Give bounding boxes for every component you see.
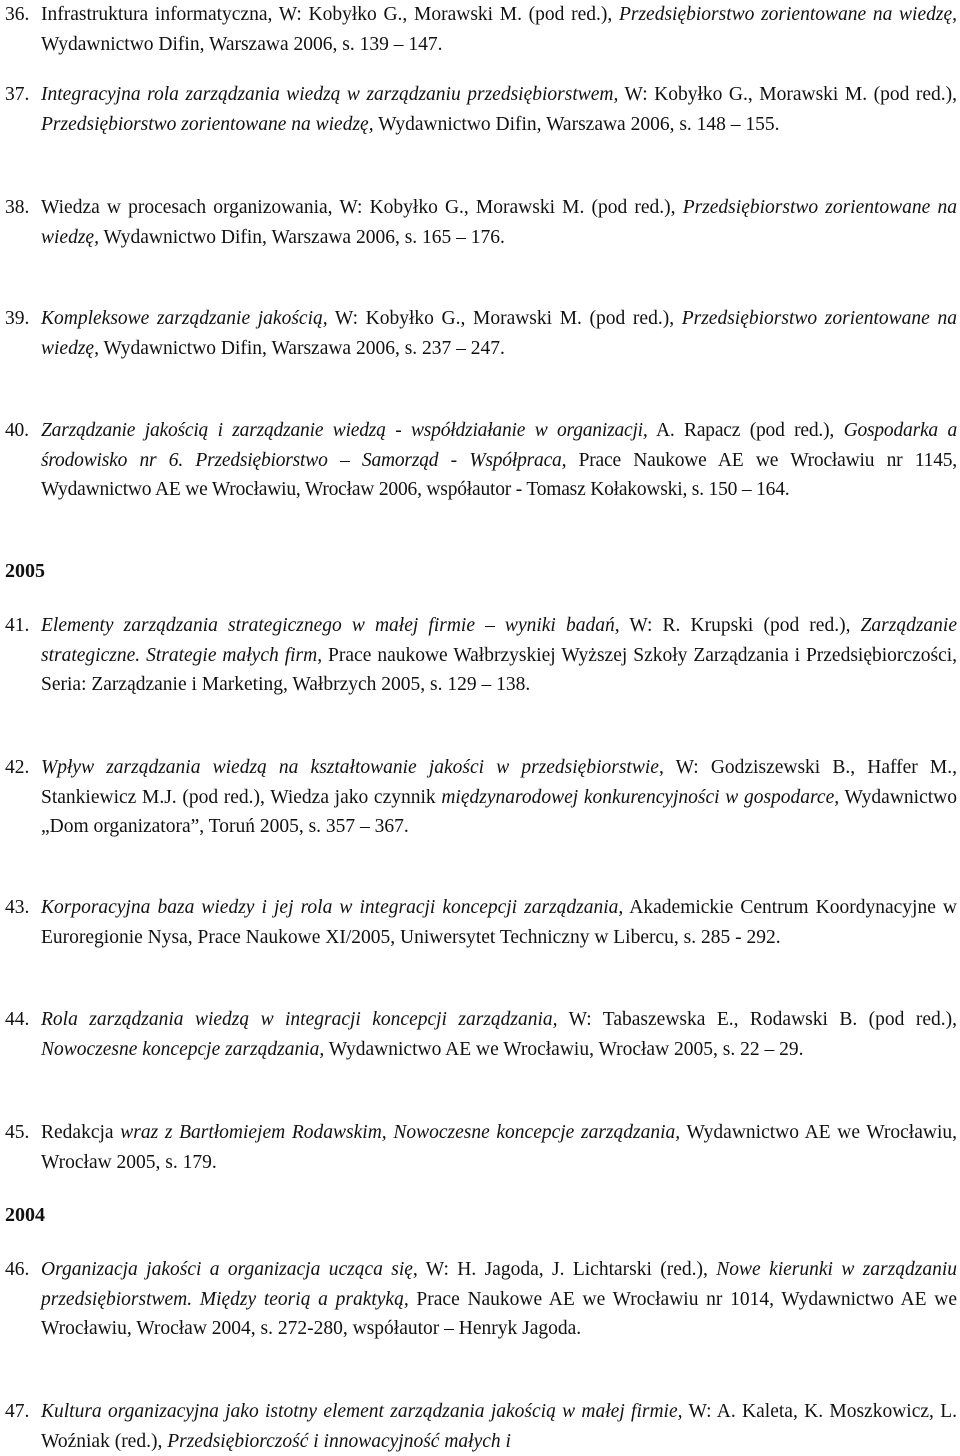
year-heading-2005: 2005 bbox=[5, 560, 45, 582]
entry-text: Wydawnictwo Difin, Warszawa 2006, s. 237 – 247. bbox=[98, 337, 505, 359]
entry-text: Wydawnictwo Difin, Warszawa 2006, s. 165 – 176. bbox=[98, 226, 505, 248]
entry-title-italic: Integracyjna rola zarządzania wiedzą w zarządzaniu przedsiębiorstwem, bbox=[41, 84, 619, 105]
entry-text: Wydawnictwo AE we Wrocławiu, Wrocław 2005, s. 22 – 29. bbox=[324, 1038, 804, 1060]
entry-text: Prace Naukowe AE we Wrocławiu nr 1014, Wydawnictwo AE we Wrocławiu, Wrocław 2004, s. 272-280, współautor – Henryk Jagoda. bbox=[41, 1288, 957, 1339]
entry-text: Infrastruktura informatyczna, W: Kobyłko G., Morawski M. (pod red.), bbox=[41, 4, 619, 25]
entry-text: W: Kobyłko G., Morawski M. (pod red.), bbox=[618, 84, 957, 105]
entry-text: Redakcja bbox=[41, 1122, 121, 1143]
entry-title-italic: Przedsiębiorczość i innowacyjność małych i bbox=[167, 1430, 511, 1452]
entry-number: 44. bbox=[5, 1009, 30, 1030]
entry-text: W: Tabaszewska E., Rodawski B. (pod red.), bbox=[557, 1009, 957, 1030]
entry-37 bbox=[0, 80, 957, 139]
entry-text: Prace naukowe Wałbrzyskiej Wyższej Szkoły Zarządzania i Przedsiębiorczości, Seria: Zarządzanie i Marketing, Wałbrzych 2005, s. 129 – 138. bbox=[41, 644, 958, 695]
entry-text: Prace Naukowe AE we Wrocławiu nr 1145, Wydawnictwo AE we Wrocławiu, Wrocław 2006, współautor - Tomasz Kołakowski, s. 150 – 164. bbox=[41, 449, 957, 500]
entry-title-italic: Nowoczesne koncepcje zarządzania, bbox=[41, 1038, 325, 1060]
entry-number: 38. bbox=[5, 197, 30, 218]
entry-text: , W: Godziszewski B., Haffer M., Stankiewicz M.J. (pod red.), Wiedza jako czynnik bbox=[41, 757, 957, 808]
entry-45 bbox=[0, 1118, 957, 1177]
entry-title-italic: Przedsiębiorstwo zorientowane na wiedzę, bbox=[41, 113, 374, 135]
entry-text: Wydawnictwo Difin, Warszawa 2006, s. 139 – 147. bbox=[41, 33, 443, 55]
entry-text: Akademickie Centrum Koordynacyjne w Euroregionie Nysa, Prace Naukowe XI/2005, Uniwersytet Techniczny w Libercu, s. 285 - 292. bbox=[41, 897, 957, 948]
entry-title-italic: Rola zarządzania wiedzą w integracji koncepcji zarządzania, bbox=[41, 1009, 558, 1030]
entry-40 bbox=[0, 416, 957, 505]
entry-title-italic: Kultura organizacyjna jako istotny element zarządzania jakością w małej firmie, bbox=[41, 1401, 683, 1422]
entry-title-italic: Elementy zarządzania strategicznego w małej firmie – wyniki badań, bbox=[41, 615, 620, 636]
entry-title-italic: Zarządzanie jakością i zarządzanie wiedzą - współdziałanie w organizacji, bbox=[41, 420, 648, 441]
entry-text bbox=[183, 450, 195, 471]
entry-42 bbox=[0, 753, 957, 842]
entry-text: Wiedza w procesach organizowania, W: Kobyłko G., Morawski M. (pod red.), bbox=[41, 197, 683, 218]
entry-number: 45. bbox=[5, 1122, 30, 1143]
entry-title-italic: międzynarodowej konkurencyjności w gospodarce, bbox=[441, 786, 840, 808]
entry-text: W: R. Krupski (pod red.), bbox=[619, 615, 861, 636]
year-heading-2004: 2004 bbox=[5, 1204, 45, 1226]
entry-title-italic: Zarządzanie strategiczne. Strategie małych firm, bbox=[41, 615, 957, 666]
entry-41 bbox=[0, 611, 957, 700]
entry-title-italic: Przedsiębiorstwo – Samorząd - Współpraca, bbox=[195, 449, 567, 471]
entry-number: 47. bbox=[5, 1401, 30, 1422]
entry-title-italic: Korporacyjna baza wiedzy i jej rola w integracji koncepcji zarządzania, bbox=[41, 897, 624, 918]
entry-text: Wydawnictwo „Dom organizatora”, Toruń 2005, s. 357 – 367. bbox=[41, 786, 957, 837]
entry-text: W: Kobyłko G., Morawski M. (pod red.), bbox=[327, 308, 682, 329]
entry-39 bbox=[0, 304, 957, 363]
entry-number: 42. bbox=[5, 757, 30, 778]
entry-title-italic: Nowe kierunki w zarządzaniu przedsiębiorstwem. Między teorią a praktyką, bbox=[41, 1259, 957, 1310]
entry-title-italic: Gospodarka a środowisko nr 6. bbox=[41, 420, 958, 471]
entry-title-italic: Kompleksowe zarządzanie jakością, bbox=[41, 308, 328, 329]
entry-text: Wydawnictwo Difin, Warszawa 2006, s. 148 – 155. bbox=[373, 113, 780, 135]
entry-number: 43. bbox=[5, 897, 30, 918]
entry-title-italic: Organizacja jakości a organizacja ucząca się bbox=[41, 1259, 413, 1280]
entry-number: 40. bbox=[5, 420, 29, 441]
entry-number: 39. bbox=[5, 308, 30, 329]
entry-title-italic: Wpływ zarządzania wiedzą na kształtowanie jakości w przedsiębiorstwie bbox=[41, 757, 659, 778]
entry-46 bbox=[0, 1255, 957, 1344]
entry-title-italic: Przedsiębiorstwo zorientowane na wiedzę, bbox=[41, 308, 957, 359]
entry-36 bbox=[0, 0, 957, 59]
entry-text: , W: H. Jagoda, J. Lichtarski (red.), bbox=[412, 1259, 717, 1280]
entry-title-italic: wraz z Bartłomiejem Rodawskim, Nowoczesne koncepcje zarządzania, bbox=[120, 1122, 681, 1143]
entry-38 bbox=[0, 193, 957, 252]
entry-text: A. Rapacz (pod red.), bbox=[647, 420, 844, 441]
entry-44 bbox=[0, 1005, 957, 1064]
entry-text: Wydawnictwo AE we Wrocławiu, Wrocław 2005, s. 179. bbox=[41, 1122, 958, 1173]
entry-number: 41. bbox=[5, 615, 30, 636]
entry-43 bbox=[0, 893, 957, 952]
entry-title-italic: Przedsiębiorstwo zorientowane na wiedzę, bbox=[618, 4, 957, 25]
entry-47 bbox=[0, 1397, 957, 1456]
entry-number: 36. bbox=[5, 4, 30, 25]
entry-number: 46. bbox=[5, 1259, 30, 1280]
entry-text: W: A. Kaleta, K. Moszkowicz, L. Woźniak (red.), bbox=[41, 1401, 957, 1452]
entry-title-italic: Przedsiębiorstwo zorientowane na wiedzę, bbox=[41, 197, 957, 248]
entry-number: 37. bbox=[5, 84, 30, 105]
